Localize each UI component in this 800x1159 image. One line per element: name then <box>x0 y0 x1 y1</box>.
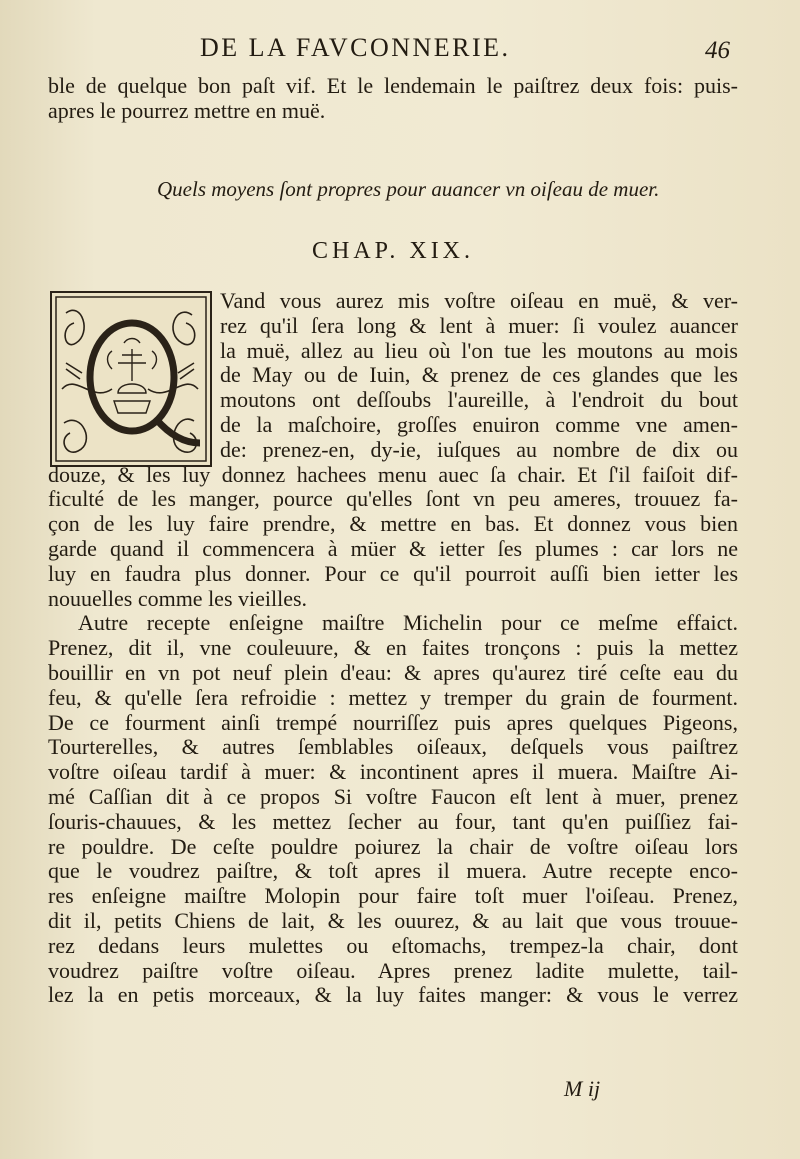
text-line: de la maſchoire, groſſes enuiron comme vne amen- <box>220 411 738 437</box>
running-title: DE LA FAVCONNERIE. <box>200 33 511 62</box>
text-line: lez la en petis morceaux, & la luy faites manger: & vous le verrez <box>48 982 738 1008</box>
text-line: re pouldre. De ceſte pouldre poiurez la chair de voſtre oiſeau lors <box>48 833 738 859</box>
text-line: Vand vous aurez mis voſtre oiſeau en muë, & ver- <box>220 288 738 313</box>
text-line: de May ou de Iuin, & prenez de ces glandes que les <box>220 362 738 388</box>
signature-mark: M ij <box>564 1076 601 1101</box>
text-line: res enſeigne maiſtre Molopin pour faire toſt muer l'oiſeau. Prenez, <box>48 883 738 909</box>
text-line: Tourterelles, & autres ſemblables oiſeaux, deſquels vous paiſtrez <box>48 734 738 760</box>
text-line: Prenez, dit il, vne couleuure, & en faites tronçons : puis la mettez <box>48 635 738 661</box>
page-number: 46 <box>705 37 730 64</box>
text-line: feu, & qu'elle ſera refroidie : mettez y tremper du grain de fourment. <box>48 684 738 710</box>
text-line: garde quand il commencera à müer & ietter ſes plumes : car lors ne <box>48 535 738 561</box>
text-line: çon de les luy faire prendre, & mettre en bas. Et donnez vous bien <box>48 511 738 537</box>
text-line: que le voudrez paiſtre, & toſt apres il muera. Autre recepte enco- <box>48 858 738 884</box>
text-line: dit il, petits Chiens de lait, & les ouurez, & au lait que vous trouue- <box>48 907 738 933</box>
text-line: rez qu'il ſera long & lent à muer: ſi voulez auancer <box>220 312 738 338</box>
text-line: ble de quelque bon paſt vif. Et le lendemain le paiſtrez deux fois: puis- <box>48 73 738 98</box>
text-line: voſtre oiſeau tardif à muer: & incontinent apres il muera. Maiſtre Ai- <box>48 759 738 785</box>
text-line: mé Caſſian dit à ce propos Si voſtre Faucon eſt lent à muer, prenez <box>48 783 738 809</box>
text-line: bouillir en vn pot neuf plein d'eau: & apres qu'aurez tiré ceſte eau du <box>48 659 738 685</box>
continued-text <box>48 74 738 124</box>
text-line: la muë, allez au lieu où l'on tue les moutons au mois <box>220 337 738 363</box>
text-line: douze, & les luy donnez hachees menu auec ſa chair. Et ſ'il faiſoit dif- <box>48 461 738 487</box>
chapter-subtitle: Quels moyens ſont propres pour auancer vn oiſeau de muer. <box>157 177 660 201</box>
text-line: moutons ont deſſoubs l'aureille, à l'endroit du bout <box>220 387 738 413</box>
text-line: ſouris-chauues, & les mettez ſecher au four, tant qu'en puiſſiez fai- <box>48 808 738 834</box>
text-line: apres le pourrez mettre en muë. <box>48 97 326 123</box>
text-line: rez dedans leurs mulettes ou eſtomachs, trempez-la chair, dont <box>48 932 738 958</box>
text-line: De ce fourment ainſi trempé nourriſſez puis apres quelques Pigeons, <box>48 709 738 735</box>
text-line: nouuelles comme les vieilles. <box>48 585 308 611</box>
text-line: luy en faudra plus donner. Pour ce qu'il pourroit auſſi bien ietter les <box>48 560 738 586</box>
text-line: voudrez paiſtre voſtre oiſeau. Apres prenez ladite mulette, tail- <box>48 957 738 983</box>
text-line: Autre recepte enſeigne maiſtre Michelin pour ce meſme effaict. <box>78 610 738 636</box>
running-head <box>0 33 800 73</box>
text-line: ficulté de les manger, pource qu'elles ſont vn peu ameres, trouuez fa- <box>48 486 738 512</box>
text-line: de: prenez-en, dy-ie, iuſques au nombre de dix ou <box>220 436 738 462</box>
chapter-text <box>48 289 738 1008</box>
chapter-heading: CHAP. XIX. <box>312 238 475 264</box>
